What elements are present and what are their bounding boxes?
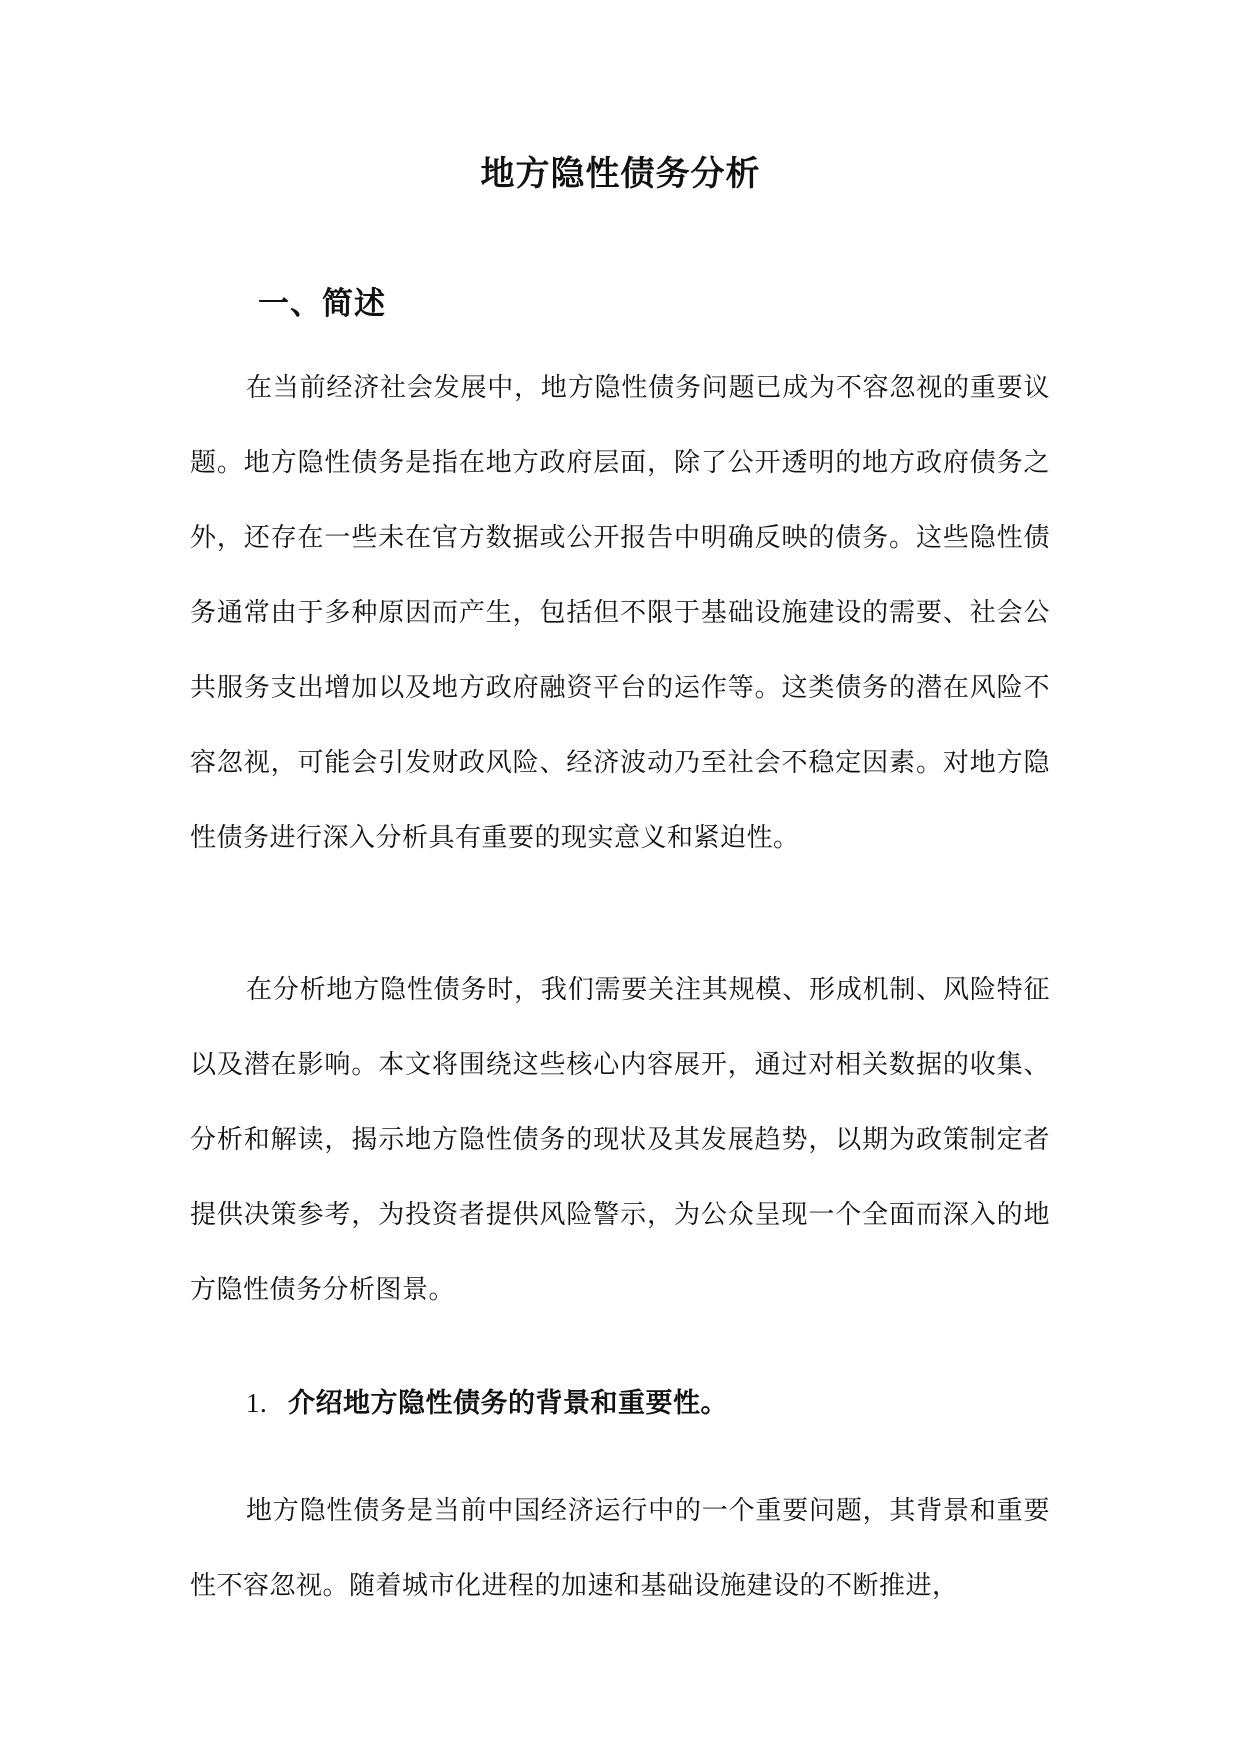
section-heading: 一、简述 [258, 286, 386, 322]
body-paragraph: 地方隐性债务是当前中国经济运行中的一个重要问题，其背景和重要性不容忽视。随着城市化进程的加速和基础设施建设的不断推进， [190, 1496, 1050, 1601]
body-paragraph: 在当前经济社会发展中，地方隐性债务问题已成为不容忽视的重要议题。地方隐性债务是指在地方政府层面，除了公开透明的地方政府债务之外，还存在一些未在官方数据或公开报告中明确反映的债务。这些隐性债务通常由于多种原因而产生，包括但不限于基础设施建设的需要、社会公共服务支出增加以及地方政府融资平台的运作等。这类债务的潜在风险不容忽视，可能会引发财政风险、经济波动乃至社会不稳定因素。对地方隐性债务进行深入分析具有重要的现实意义和紧迫性。 [190, 373, 1050, 853]
subsection-title: 介绍地方隐性债务的背景和重要性。 [288, 1388, 728, 1419]
subsection-heading [246, 1383, 728, 1424]
body-paragraph: 在分析地方隐性债务时，我们需要关注其规模、形成机制、风险特征以及潜在影响。本文将围绕这些核心内容展开，通过对相关数据的收集、分析和解读，揭示地方隐性债务的现状及其发展趋势，以期为政策制定者提供决策参考，为投资者提供风险警示，为公众呈现一个全面而深入的地方隐性债务分析图景。 [190, 975, 1050, 1305]
subsection-number: 1. [246, 1388, 268, 1418]
document-title: 地方隐性债务分析 [480, 154, 761, 194]
